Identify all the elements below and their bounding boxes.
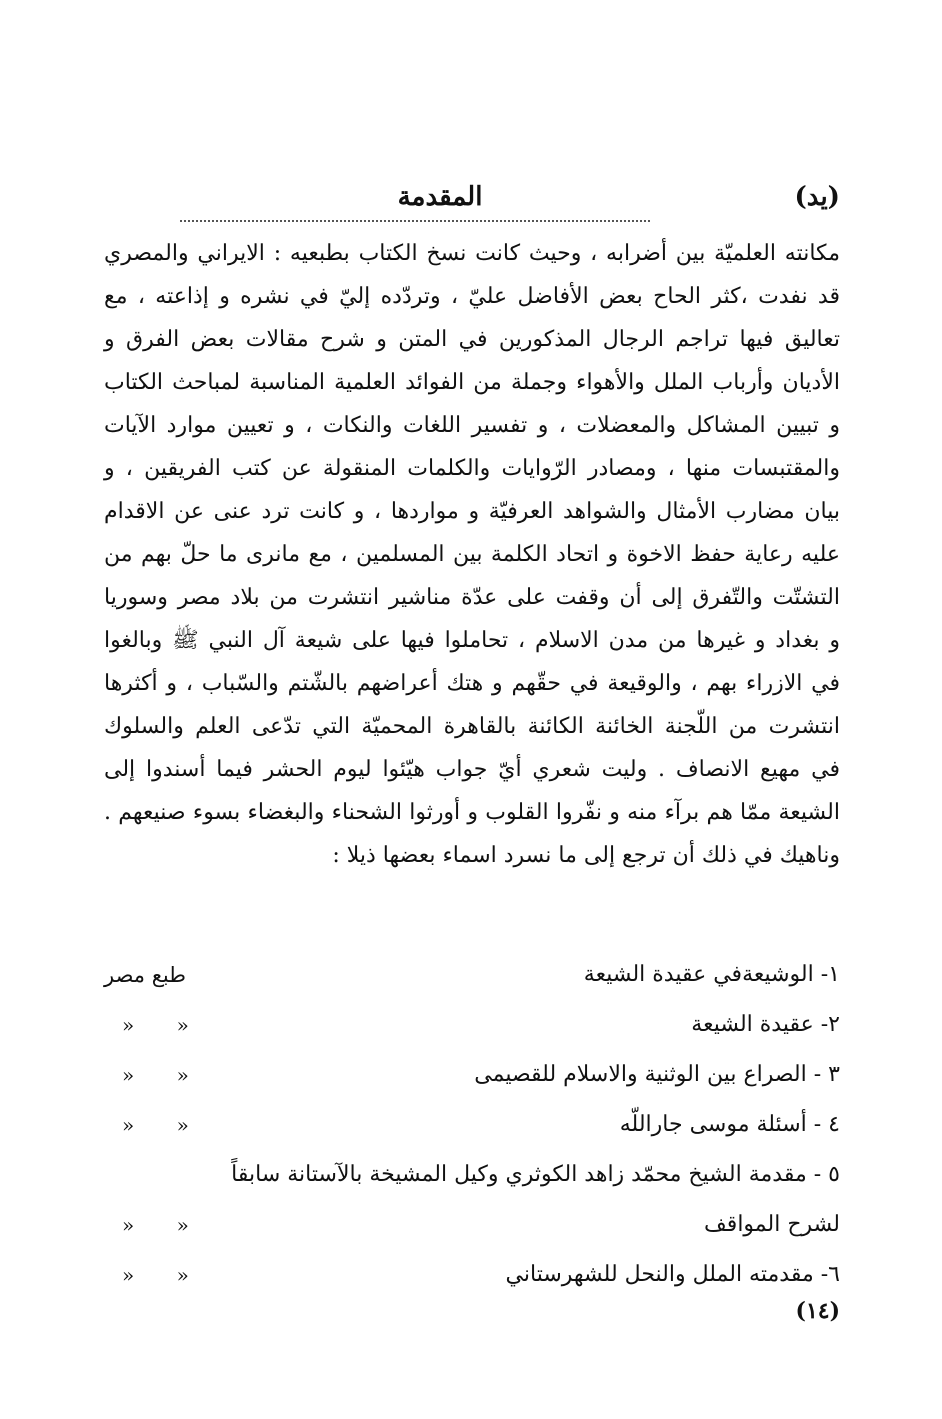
body-line: و تبيين المشاكل والمعضلات ، و تفسير اللغات والنكات ، و تعيين موارد الآيات (104, 413, 840, 438)
list-item-text: ٣ - الصراع بين الوثنية والاسلام للقصيمى (474, 1062, 840, 1087)
body-paragraph (104, 232, 840, 877)
list-item-continuation (104, 1200, 840, 1250)
list-item-note: طبع مصر (104, 963, 186, 987)
body-line: التشتّت والتّفرق إلى أن وقفت على عدّة مناشير انتشرت من بلاد مصر وسوريا (104, 585, 840, 610)
header-divider (180, 220, 650, 222)
ditto-mark: « « (122, 1213, 207, 1237)
list-item (104, 1250, 840, 1300)
body-line: تعاليق فيها تراجم الرجال المذكورين في المتن و شرح مقالات بعض الفرق و (104, 327, 840, 352)
ditto-mark: « « (122, 1063, 207, 1087)
body-line: وناهيك في ذلك أن ترجع إلى ما نسرد اسماء بعضها ذيلا : (332, 843, 840, 868)
body-line: في الازراء بهم ، والوقيعة في حقّهم و هتك أعراضهم بالشّتم والسّباب ، و أكثرها (104, 671, 840, 696)
list-item-text: ٢- عقيدة الشيعة (691, 1012, 840, 1037)
list-item (104, 1150, 840, 1200)
body-line: بيان مضارب الأمثال والشواهد العرفيّة و مواردها ، و كانت ترد عنى عن الاقدام (104, 499, 840, 524)
ditto-mark: « « (122, 1113, 207, 1137)
body-line: الشيعة ممّا هم برآء منه و نفّروا القلوب و أورثوا الشحناء والبغضاء بسوء صنيعهم . (104, 800, 840, 825)
page-header (100, 182, 840, 222)
list-item (104, 1000, 840, 1050)
body-line: مكانته العلميّة بين أضرابه ، وحيث كانت نسخ الكتاب بطبعيه : الايراني والمصري (104, 241, 840, 266)
page-title: المقدمة (397, 182, 483, 212)
list-item-text: لشرح المواقف (704, 1212, 840, 1237)
list-item-text: ١- الوشيعةفي عقيدة الشيعة (583, 962, 840, 987)
ditto-mark: « « (122, 1013, 207, 1037)
body-line: والمقتبسات منها ، ومصادر الرّوايات والكلمات المنقولة عن كتب الفريقين ، و (104, 456, 840, 481)
list-item-text: ٥ - مقدمة الشيخ محمّد زاهد الكوثري وكيل المشيخة بالآستانة سابقاً (231, 1162, 840, 1187)
body-line: عليه رعاية حفظ الاخوة و اتحاد الكلمة بين المسلمين ، مع مانرى ما حلّ بهم من (104, 542, 840, 567)
body-line: قد نفدت ،كثر الحاح بعض الأفاضل عليّ ، وتردّده إليّ في نشره و إذاعته ، مع (104, 284, 840, 309)
list-item (104, 1050, 840, 1100)
list-item (104, 1100, 840, 1150)
list-item-text: ٤ - أسئلة موسى جاراللّه (619, 1112, 840, 1137)
list-item-text: ٦- مقدمته الملل والنحل للشهرستاني (505, 1262, 840, 1287)
body-line: و بغداد و غيرها من مدن الاسلام ، تحاملوا فيها على شيعة آل النبي ﷺ وبالغوا (104, 628, 840, 653)
body-line: انتشرت من اللّجنة الخائنة الكائنة بالقاهرة المحميّة التي تدّعى العلم والسلوك (104, 714, 840, 739)
page-marker: (يد) (794, 182, 840, 212)
page-number: (١٤) (795, 1298, 840, 1324)
body-line: الأديان وأرباب الملل والأهواء وجملة من الفوائد العلمية المناسبة لمباحث الكتاب (104, 370, 840, 395)
publication-list (104, 950, 840, 1300)
list-item (104, 950, 840, 1000)
ditto-mark: « « (122, 1263, 207, 1287)
body-line: في مهيع الانصاف . وليت شعري أيّ جواب هيّئوا ليوم الحشر فيما أسندوا إلى (104, 757, 840, 782)
